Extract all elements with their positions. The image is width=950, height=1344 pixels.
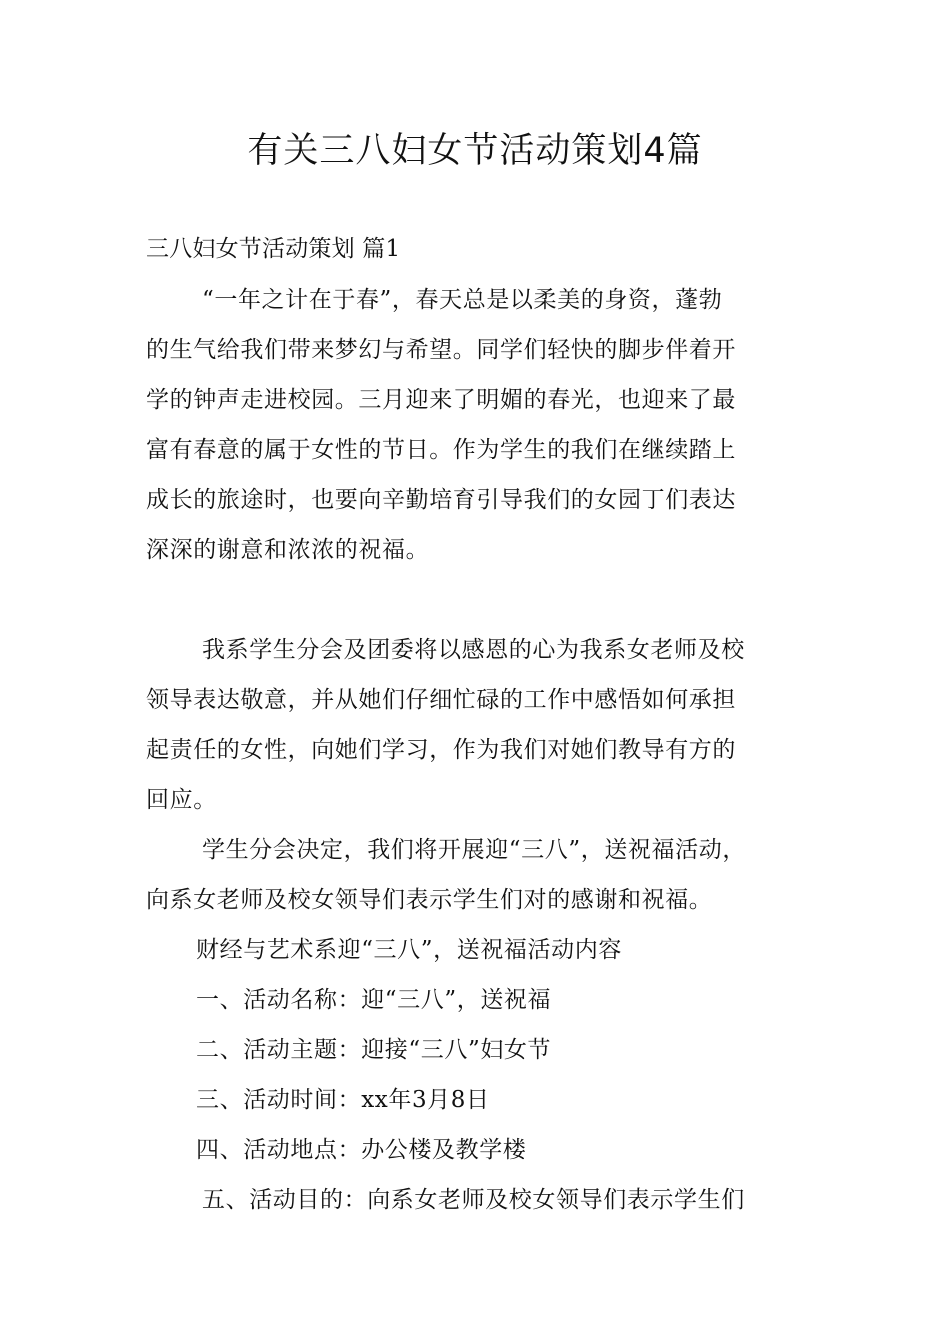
para2-line: 回应。 (146, 787, 217, 813)
para1-line: 学的钟声走进校园。三月迎来了明媚的春光，也迎来了最 (146, 387, 736, 413)
list-item: 五、活动目的：向系女老师及校女领导们表示学生们 (202, 1187, 745, 1213)
list-item: 二、活动主题：迎接“三八”妇女节 (196, 1037, 552, 1063)
para1-line: “一年之计在于春”，春天总是以柔美的身资，蓬勃 (202, 287, 723, 313)
document-title: 有关三八妇女节活动策划4篇 (247, 131, 703, 171)
para2-line: 我系学生分会及团委将以感恩的心为我系女老师及校 (202, 637, 745, 663)
list-item: 四、活动地点：办公楼及教学楼 (196, 1137, 527, 1163)
section-heading: 三八妇女节活动策划 篇1 (146, 236, 401, 262)
para1-line: 富有春意的属于女性的节日。作为学生的我们在继续踏上 (146, 437, 736, 463)
para3-line: 向系女老师及校女领导们表示学生们对的感谢和祝福。 (146, 887, 713, 913)
content-heading: 财经与艺术系迎“三八”，送祝福活动内容 (196, 937, 622, 963)
para1-line: 的生气给我们带来梦幻与希望。同学们轻快的脚步伴着开 (146, 337, 736, 363)
para3-line: 学生分会决定，我们将开展迎“三八”，送祝福活动， (202, 837, 746, 863)
para2-line: 领导表达敬意，并从她们仔细忙碌的工作中感悟如何承担 (146, 687, 736, 713)
para1-line: 成长的旅途时，也要向辛勤培育引导我们的女园丁们表达 (146, 487, 736, 513)
para1-line: 深深的谢意和浓浓的祝福。 (146, 537, 430, 563)
list-item: 三、活动时间：xx年3月8日 (196, 1087, 490, 1113)
list-item: 一、活动名称：迎“三八”，送祝福 (196, 987, 552, 1013)
para2-line: 起责任的女性，向她们学习，作为我们对她们教导有方的 (146, 737, 736, 763)
